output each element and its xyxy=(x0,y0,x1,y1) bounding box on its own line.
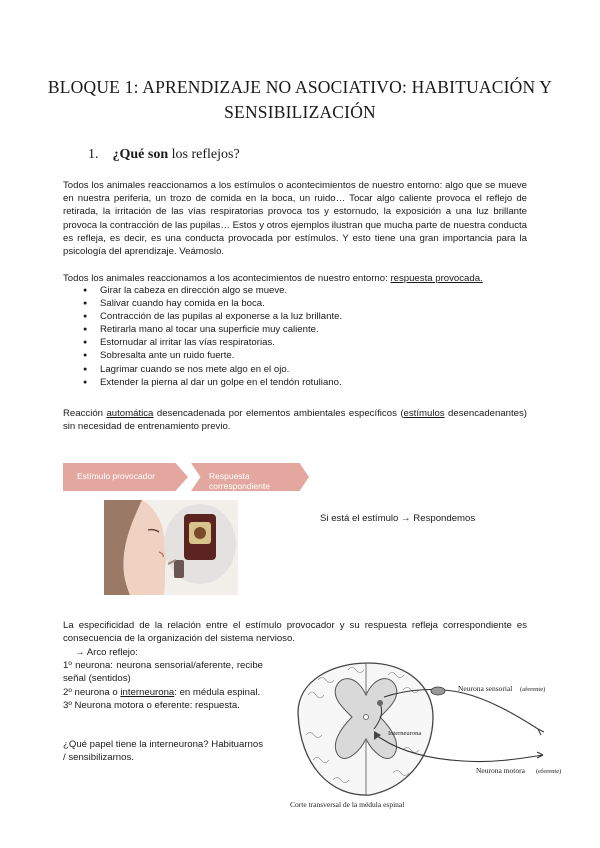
label-sensory-note: (aferente) xyxy=(520,686,546,693)
def-pre: Reacción xyxy=(63,408,107,419)
list-item: ● Girar la cabeza en dirección algo se mueve. xyxy=(63,284,342,297)
def-automatic: automática xyxy=(106,408,154,419)
label-motor: Neurona motora xyxy=(476,766,525,775)
arc-neuron-3: 3º Neurona motora o eferente: respuesta. xyxy=(63,699,240,711)
reflex-arc-notes xyxy=(63,646,263,712)
pepper-spray-photo xyxy=(104,500,238,595)
specificity-paragraph: La especificidad de la relación entre el estímulo provocador y su respuesta refleja correspondiente es consecuencia de la organización del sistema nervioso. xyxy=(63,620,527,645)
page-title: BLOQUE 1: APRENDIZAJE NO ASOCIATIVO: HABITUACIÓN Y SENSIBILIZACIÓN xyxy=(47,77,553,122)
def-post: desencadenantes) sin necesidad de entrenamiento previo. xyxy=(63,408,528,433)
arc-n2-inter: interneurona xyxy=(120,686,175,698)
section-number: 1. xyxy=(88,147,99,162)
list-item: ● Sobresalta ante un ruido fuerte. xyxy=(63,349,342,362)
intro-paragraph: Todos los animales reaccionamos a los estímulos o acontecimientos de nuestro entorno: algo que se mueve en nuestra periferia, un trozo de comida en la boca, un ruido… Tocar algo caliente provoca el reflejo de retirada, la irritación de las vías respiratorias provoca tos y estornudo, la exposición a una luz brillante provoca la contracción de las pupilas… Estos y otros ejemplos ilustran que mucha parte de nuestra conducta es refleja, es decir, es una conducta provocada por estímulos. Y esto tiene una gran importancia para la psicología del aprendizaje. Veámoslo. xyxy=(63,180,527,258)
arc-n2-pre: 2º neurona o xyxy=(63,686,121,698)
arc-neuron-1: 1º neurona: neurona sensorial/aferente, recibe señal (sentidos) xyxy=(63,660,263,685)
spinal-cord-diagram xyxy=(288,655,578,810)
definition-paragraph xyxy=(63,407,527,433)
diagram-caption: Corte transversal de la médula espinal xyxy=(290,800,405,809)
label-sensory: Neurona sensorial xyxy=(458,684,513,693)
section-heading-rest: los reflejos? xyxy=(168,147,240,162)
reflex-list xyxy=(63,284,342,389)
def-stimuli: estímulos xyxy=(403,408,445,419)
label-interneuron: Interneurona xyxy=(388,730,422,737)
stimulus-response-flow xyxy=(63,463,308,491)
list-item: ● Contracción de las pupilas al exponerse a la luz brillante. xyxy=(63,310,342,323)
chevron-stimulus-label: Estímulo provocador xyxy=(77,471,155,481)
response-underlined: respuesta provocada. xyxy=(390,273,483,284)
def-mid: desencadenada por elementos ambientales específicos ( xyxy=(153,408,404,419)
list-item: ● Salivar cuando hay comida en la boca. xyxy=(63,297,342,310)
response-text: Todos los animales reaccionamos a los acontecimientos de nuestro entorno: xyxy=(63,273,391,284)
list-item: ● Extender la pierna al dar un golpe en el tendón rotuliano. xyxy=(63,376,342,389)
list-item: ● Lagrimar cuando se nos mete algo en el ojo. xyxy=(63,363,342,376)
stimulus-caption: Si está el estímulo → Respondemos xyxy=(320,513,476,524)
list-item: ● Estornudar al irritar las vías respiratorias. xyxy=(63,336,342,349)
arc-heading: → Arco reflejo: xyxy=(75,647,138,658)
section-heading xyxy=(88,147,240,163)
list-item: ● Retirarla mano al tocar una superficie muy caliente. xyxy=(63,323,342,336)
question-text: ¿Qué papel tiene la interneurona? Habituarnos / sensibilizarnos. xyxy=(63,739,264,764)
photo-illustration xyxy=(104,500,238,595)
chevron-response-label: Respuesta correspondiente xyxy=(209,471,270,491)
arc-neuron-2 xyxy=(63,686,263,699)
label-motor-note: (eferente) xyxy=(536,768,562,775)
arc-n2-post: : en médula espinal. xyxy=(174,686,261,698)
section-heading-bold: ¿Qué son xyxy=(112,147,169,162)
spinal-cord-svg xyxy=(288,655,578,810)
